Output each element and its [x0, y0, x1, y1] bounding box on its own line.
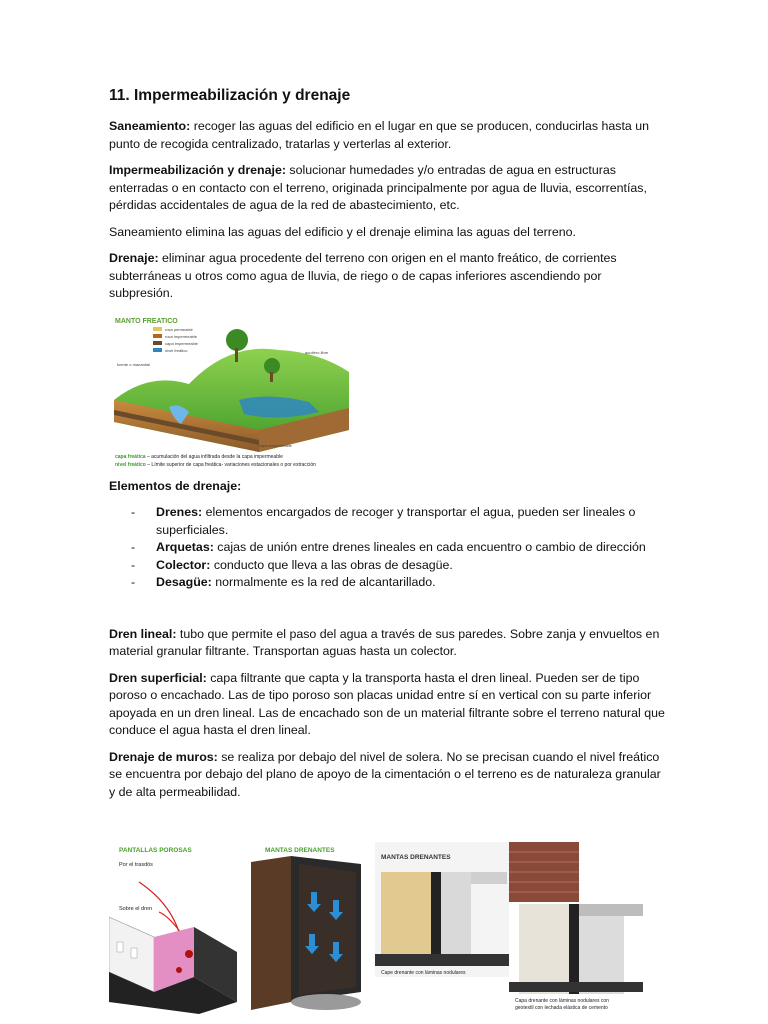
figure1-caption-2: nivel freático – Límite superior de capa freática- variaciones estacionales o por extracción	[115, 461, 316, 468]
term-impermeabilizacion: Impermeabilización y drenaje:	[109, 163, 286, 177]
paragraph-impermeabilizacion: Impermeabilización y drenaje: solucionar humedades y/o entradas de agua en estructuras enterradas o en contacto con el terreno, originada principalmente por agua de lluvia, escorrentías, pérdidas accidentales de agua de la red de abastecimiento, etc.	[109, 163, 647, 212]
term-saneamiento: Saneamiento:	[109, 119, 191, 133]
list-item: - Desagüe: normalmente es la red de alcantarillado.	[131, 575, 436, 589]
pantallas-porosas-panel	[109, 842, 239, 1014]
tree-icon	[264, 358, 280, 374]
paragraph-drenaje: Drenaje: eliminar agua procedente del terreno con origen en el manto freático, de corrientes subterráneas u otros como agua de lluvia, de riego o de capas inferiores ascendiendo por subpresión.	[109, 251, 617, 300]
figure1-title: MANTO FREATICO	[115, 317, 178, 325]
list-item: - Colector: conducto que lleva a las obras de desagüe.	[131, 557, 453, 572]
svg-text:roca impermeable: roca impermeable	[165, 333, 198, 339]
paragraph-saneamiento-vs-drenaje: Saneamiento elimina las aguas del edificio y el drenaje elimina las aguas del terreno.	[109, 224, 576, 239]
tree-icon	[226, 329, 248, 351]
svg-text:fuente o manantial: fuente o manantial	[117, 361, 150, 367]
paragraph-dren-lineal: Dren lineal: tubo que permite el paso del agua a través de sus paredes. Sobre zanja y envueltos en material granular filtrante. Transportan aguas hasta un colector.	[109, 626, 660, 658]
list-item: - Drenes: elementos encargados de recoger y transportar el agua, pueden ser lineales o superficiales.	[131, 505, 636, 537]
mantas-drenantes-panel-1	[251, 842, 371, 1014]
term-drenaje: Drenaje:	[109, 251, 159, 265]
svg-text:MANTAS DRENANTES: MANTAS DRENANTES	[265, 847, 335, 854]
svg-text:capa impermeable: capa impermeable	[165, 340, 198, 346]
svg-text:Por el trasdós: Por el trasdós	[119, 862, 153, 868]
svg-text:capa impermeable: capa impermeable	[259, 442, 292, 448]
svg-text:Capa drenante con láminas nod: Capa drenante con láminas nodulares con	[515, 998, 609, 1004]
svg-text:acuífero libre: acuífero libre	[305, 349, 329, 355]
section-title: 11. Impermeabilización y drenaje	[109, 87, 351, 104]
svg-text:roca permeable: roca permeable	[165, 326, 193, 332]
manto-freatico-figure	[109, 312, 359, 468]
figure1-caption-1: capa freática – acumulación del agua infiltrada desde la capa impermeable	[115, 453, 283, 460]
mantas-drenantes-panel-2	[375, 842, 510, 1014]
svg-text:MANTAS DRENANTES: MANTAS DRENANTES	[381, 854, 451, 861]
svg-text:Sobre el dren: Sobre el dren	[119, 906, 153, 912]
svg-text:Cape drenante con láminas nodu: Cape drenante con láminas nodulares	[381, 970, 466, 976]
svg-text:PANTALLAS POROSAS: PANTALLAS POROSAS	[119, 847, 192, 854]
manto-freatico-illustration	[109, 312, 359, 468]
drainage-walls-figure	[109, 842, 643, 1014]
svg-text:nivel freático: nivel freático	[165, 347, 188, 353]
paragraph-dren-superficial: Dren superficial: capa filtrante que capta y la transporta hasta el dren lineal. Pueden ser de tipo poroso o encachado. Las de tipo poroso son placas unidad entre sí en vertical con su parte inferior apoyada en un dren lineal. Las de encachado son de un material filtrante sobre el terreno natural que conduce el agua hasta el dren lineal.	[109, 670, 665, 737]
elementos-heading: Elementos de drenaje:	[109, 478, 242, 493]
elementos-list	[109, 504, 665, 592]
svg-text:geotextil con lechada elástica: geotextil con lechada elástica de cemento	[515, 1005, 608, 1011]
paragraph-drenaje-muros: Drenaje de muros: se realiza por debajo del nivel de solera. No se precisan cuando el nivel freático se encuentra por debajo del plano de apoyo de la cimentación o el terreno es de naturaleza granular y de alta permeabilidad.	[109, 749, 661, 799]
list-item: - Arquetas: cajas de unión entre drenes lineales en cada encuentro o cambio de dirección	[131, 540, 646, 554]
figure1-legend	[153, 327, 199, 353]
paragraph-saneamiento: Saneamiento: recoger las aguas del edificio en el lugar en que se producen, conducirlas hasta un punto de recogida centralizado, tratarlas y verterlas al exterior.	[109, 119, 650, 151]
mantas-drenantes-panel-3	[509, 842, 643, 1014]
document-page	[109, 86, 665, 810]
